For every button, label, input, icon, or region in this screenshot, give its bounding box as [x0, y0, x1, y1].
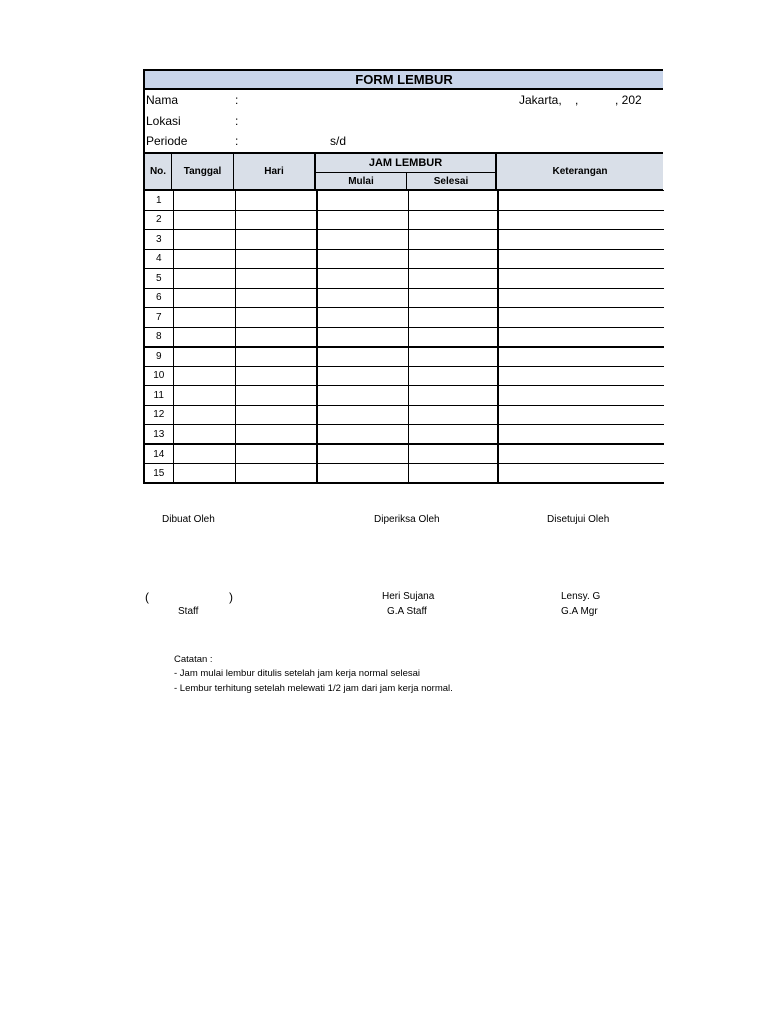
signature-paren-open: ( [145, 590, 149, 604]
mulai-cell[interactable] [317, 366, 408, 386]
selesai-cell[interactable] [408, 269, 498, 289]
mulai-cell[interactable] [317, 405, 408, 425]
hari-cell[interactable] [235, 191, 317, 211]
table-row [144, 191, 664, 211]
disetujui-oleh-label: Disetujui Oleh [547, 514, 610, 525]
keterangan-cell[interactable] [498, 269, 664, 289]
keterangan-cell[interactable] [498, 210, 664, 230]
mulai-cell[interactable] [317, 347, 408, 367]
signature-paren-close: ) [229, 590, 233, 604]
header-keterangan: Keterangan [497, 154, 663, 189]
year-suffix: , 202 [615, 93, 642, 107]
approver-title: G.A Mgr [561, 606, 598, 617]
hari-cell[interactable] [235, 464, 317, 484]
selesai-cell[interactable] [408, 444, 498, 464]
row-number: 4 [144, 249, 173, 269]
form-title: FORM LEMBUR [143, 69, 663, 90]
date-comma: , [575, 93, 579, 107]
tanggal-cell[interactable] [173, 327, 235, 347]
selesai-cell[interactable] [408, 386, 498, 406]
dibuat-oleh-label: Dibuat Oleh [162, 514, 215, 525]
tanggal-cell[interactable] [173, 191, 235, 211]
overtime-table [143, 190, 664, 484]
table-row [144, 386, 664, 406]
selesai-cell[interactable] [408, 425, 498, 445]
checker-title: G.A Staff [387, 606, 427, 617]
keterangan-cell[interactable] [498, 230, 664, 250]
checker-name: Heri Sujana [382, 591, 435, 602]
selesai-cell[interactable] [408, 288, 498, 308]
row-number: 8 [144, 327, 173, 347]
tanggal-cell[interactable] [173, 425, 235, 445]
keterangan-cell[interactable] [498, 386, 664, 406]
header-jam-lembur: JAM LEMBUR [316, 154, 497, 173]
row-number: 11 [144, 386, 173, 406]
mulai-cell[interactable] [317, 327, 408, 347]
tanggal-cell[interactable] [173, 347, 235, 367]
hari-cell[interactable] [235, 347, 317, 367]
row-number: 1 [144, 191, 173, 211]
keterangan-cell[interactable] [498, 288, 664, 308]
row-number: 2 [144, 210, 173, 230]
table-row [144, 444, 664, 464]
tanggal-cell[interactable] [173, 210, 235, 230]
keterangan-cell[interactable] [498, 191, 664, 211]
table-row [144, 425, 664, 445]
tanggal-cell[interactable] [173, 308, 235, 328]
hari-cell[interactable] [235, 288, 317, 308]
hari-cell[interactable] [235, 269, 317, 289]
lokasi-label: Lokasi [146, 114, 181, 128]
row-number: 6 [144, 288, 173, 308]
keterangan-cell[interactable] [498, 444, 664, 464]
table-row [144, 269, 664, 289]
keterangan-cell[interactable] [498, 405, 664, 425]
selesai-cell[interactable] [408, 405, 498, 425]
hari-cell[interactable] [235, 425, 317, 445]
lokasi-colon: : [235, 114, 239, 128]
keterangan-cell[interactable] [498, 327, 664, 347]
tanggal-cell[interactable] [173, 288, 235, 308]
row-number: 13 [144, 425, 173, 445]
approver-name: Lensy. G [561, 591, 601, 602]
header-selesai: Selesai [407, 173, 497, 189]
selesai-cell[interactable] [408, 464, 498, 484]
selesai-cell[interactable] [408, 210, 498, 230]
table-row [144, 366, 664, 386]
row-number: 3 [144, 230, 173, 250]
header-no: No. [145, 154, 172, 189]
table-row [144, 230, 664, 250]
mulai-cell[interactable] [317, 386, 408, 406]
diperiksa-oleh-label: Diperiksa Oleh [374, 514, 440, 525]
table-row [144, 210, 664, 230]
hari-cell[interactable] [235, 327, 317, 347]
tanggal-cell[interactable] [173, 464, 235, 484]
table-row [144, 327, 664, 347]
row-number: 5 [144, 269, 173, 289]
header-mulai: Mulai [316, 173, 407, 189]
info-left-border [143, 90, 145, 153]
mulai-cell[interactable] [317, 191, 408, 211]
table-row [144, 347, 664, 367]
hari-cell[interactable] [235, 210, 317, 230]
selesai-cell[interactable] [408, 230, 498, 250]
table-row [144, 308, 664, 328]
mulai-cell[interactable] [317, 308, 408, 328]
mulai-cell[interactable] [317, 230, 408, 250]
row-number: 12 [144, 405, 173, 425]
tanggal-cell[interactable] [173, 386, 235, 406]
keterangan-cell[interactable] [498, 249, 664, 269]
header-tanggal: Tanggal [172, 154, 234, 189]
nama-colon: : [235, 93, 239, 107]
keterangan-cell[interactable] [498, 366, 664, 386]
tanggal-cell[interactable] [173, 269, 235, 289]
selesai-cell[interactable] [408, 347, 498, 367]
hari-cell[interactable] [235, 249, 317, 269]
tanggal-cell[interactable] [173, 249, 235, 269]
keterangan-cell[interactable] [498, 308, 664, 328]
tanggal-cell[interactable] [173, 230, 235, 250]
tanggal-cell[interactable] [173, 444, 235, 464]
keterangan-cell[interactable] [498, 464, 664, 484]
table-row [144, 288, 664, 308]
staff-title: Staff [178, 606, 199, 617]
tanggal-cell[interactable] [173, 405, 235, 425]
hari-cell[interactable] [235, 444, 317, 464]
nama-label: Nama [146, 93, 179, 107]
table-row [144, 405, 664, 425]
hari-cell[interactable] [235, 386, 317, 406]
selesai-cell[interactable] [408, 249, 498, 269]
hari-cell[interactable] [235, 230, 317, 250]
mulai-cell[interactable] [317, 269, 408, 289]
note-line-1: - Jam mulai lembur ditulis setelah jam kerja normal selesai [174, 668, 421, 679]
keterangan-cell[interactable] [498, 347, 664, 367]
row-number: 10 [144, 366, 173, 386]
periode-sd: s/d [330, 134, 347, 148]
hari-cell[interactable] [235, 366, 317, 386]
header-hari: Hari [234, 154, 316, 189]
periode-colon: : [235, 134, 239, 148]
hari-cell[interactable] [235, 308, 317, 328]
hari-cell[interactable] [235, 405, 317, 425]
location-date-prefix: Jakarta, [519, 93, 562, 107]
selesai-cell[interactable] [408, 308, 498, 328]
table-row [144, 249, 664, 269]
mulai-cell[interactable] [317, 464, 408, 484]
selesai-cell[interactable] [408, 366, 498, 386]
row-number: 9 [144, 347, 173, 367]
keterangan-cell[interactable] [498, 425, 664, 445]
row-number: 14 [144, 444, 173, 464]
tanggal-cell[interactable] [173, 366, 235, 386]
selesai-cell[interactable] [408, 191, 498, 211]
mulai-cell[interactable] [317, 249, 408, 269]
periode-label: Periode [146, 134, 188, 148]
row-number: 15 [144, 464, 173, 484]
notes-heading: Catatan : [174, 654, 213, 665]
row-number: 7 [144, 308, 173, 328]
mulai-cell[interactable] [317, 444, 408, 464]
mulai-cell[interactable] [317, 210, 408, 230]
mulai-cell[interactable] [317, 288, 408, 308]
mulai-cell[interactable] [317, 425, 408, 445]
selesai-cell[interactable] [408, 327, 498, 347]
note-line-2: - Lembur terhitung setelah melewati 1/2 jam dari jam kerja normal. [174, 683, 453, 694]
table-row [144, 464, 664, 484]
